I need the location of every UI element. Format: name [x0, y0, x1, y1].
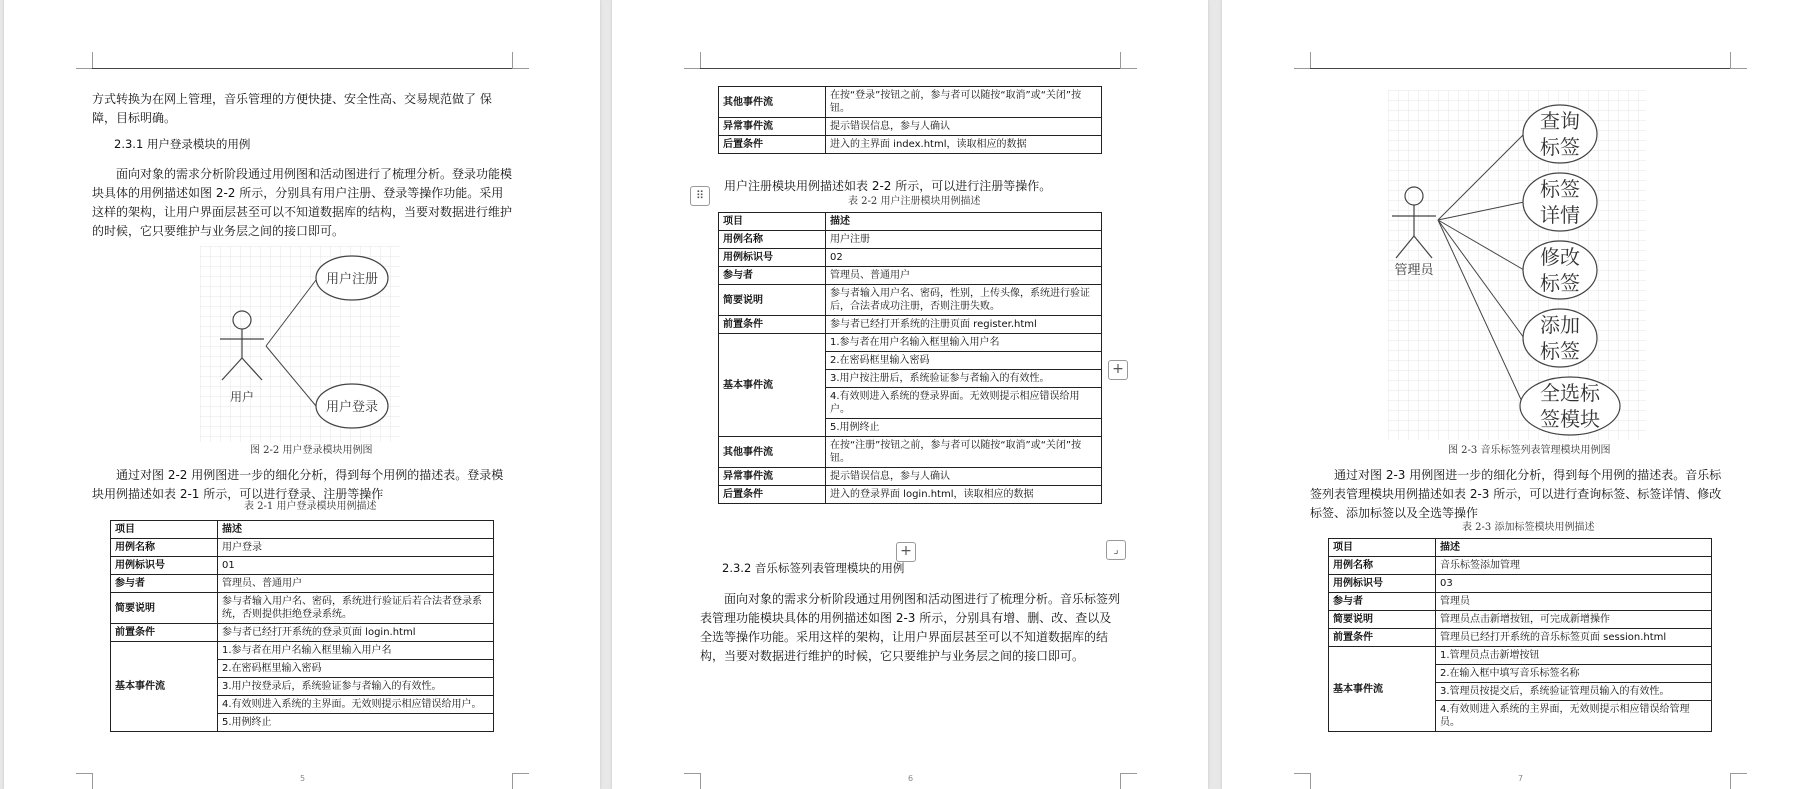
table-cell: 用例标识号: [111, 557, 218, 575]
margin-corner: [1120, 52, 1137, 69]
table-cell: 项目: [111, 521, 218, 539]
use-case-label: 用户注册: [325, 272, 379, 287]
paragraph: 面向对象的需求分析阶段通过用例图和活动图进行了梳理分析。登录功能模块具体的用例描述如图 2-2 所示，分别具有用户注册、登录等操作功能。采用这样的架构，让用户界面层甚至可以不知道数据库的结构，当要对数据进行维护的时候，它只要维护与业务层之间的接口即可。: [92, 167, 513, 238]
table-cell: 4.有效则进入系统的登录界面。无效则提示相应错误给用户。: [826, 388, 1102, 419]
page-number: 6: [908, 774, 914, 783]
document-page-2: [612, 0, 1208, 789]
table-cell: 异常事件流: [719, 468, 826, 486]
margin-corner: [1294, 773, 1311, 789]
use-case-label: 查询: [1540, 109, 1580, 133]
table-cell: 进入的登录界面 login.html，读取相应的数据: [826, 486, 1102, 504]
table-cell: 管理员已经打开系统的音乐标签页面 session.html: [1436, 629, 1712, 647]
table-cell: 进入的主界面 index.html，读取相应的数据: [826, 136, 1102, 154]
table-cell: 描述: [1436, 539, 1712, 557]
figure-caption: 图 2-2 用户登录模块用例图: [250, 445, 373, 456]
use-case-label: 标签: [1540, 339, 1580, 363]
table-cell: 4.有效则进入系统的主界面。无效则提示相应错误给用户。: [218, 696, 494, 714]
table-resize-handle[interactable]: ⌟: [1106, 540, 1126, 560]
table-cell: 管理员、普通用户: [218, 575, 494, 593]
page-number: 5: [300, 774, 306, 783]
table-cell: 基本事件流: [111, 642, 218, 732]
figure-caption: 图 2-3 音乐标签列表管理模块用例图: [1448, 445, 1611, 456]
document-page-3: [1222, 0, 1812, 789]
table-cell: 用例名称: [719, 231, 826, 249]
actor-label: 管理员: [1394, 263, 1434, 278]
paragraph: 用户注册模块用例描述如表 2-2 所示，可以进行注册等操作。: [724, 179, 1052, 193]
use-case-label: 标签: [1540, 177, 1580, 201]
header-rule: [700, 68, 1120, 69]
table-cell: 后置条件: [719, 486, 826, 504]
use-case-diagram: [1388, 90, 1646, 440]
table-cell: 在按“登录”按钮之前，参与者可以随按“取消”或“关闭”按钮。: [826, 87, 1102, 118]
margin-corner: [76, 52, 93, 69]
table-cell: 用户注册: [826, 231, 1102, 249]
table-cell: 用例标识号: [719, 249, 826, 267]
use-case-table: [718, 212, 1102, 504]
use-case-label: 用户登录: [325, 400, 379, 415]
use-case-label: 标签: [1540, 271, 1580, 295]
margin-corner: [684, 773, 701, 789]
table-cell: 简要说明: [719, 285, 826, 316]
table-cell: 管理员、普通用户: [826, 267, 1102, 285]
table-cell: 参与者: [1329, 593, 1436, 611]
actor-label: 用户: [229, 390, 255, 404]
table-cell: 前置条件: [111, 624, 218, 642]
table-cell: 参与者: [719, 267, 826, 285]
document-page-1: [4, 0, 600, 789]
table-cell: 2.在输入框中填写音乐标签名称: [1436, 665, 1712, 683]
table-cell: 1.参与者在用户名输入框里输入用户名: [826, 334, 1102, 352]
table-cell: 用例名称: [1329, 557, 1436, 575]
section-heading: 2.3.1 用户登录模块的用例: [114, 137, 251, 151]
table-cell: 管理员: [1436, 593, 1712, 611]
table-cell: 03: [1436, 575, 1712, 593]
table-cell: 其他事件流: [719, 437, 826, 468]
table-cell: 1.参与者在用户名输入框里输入用户名: [218, 642, 494, 660]
table-cell: 简要说明: [111, 593, 218, 624]
table-cell: 3.用户按注册后，系统验证参与者输入的有效性。: [826, 370, 1102, 388]
table-cell: 基本事件流: [719, 334, 826, 437]
table-caption: 表 2-3 添加标签模块用例描述: [1462, 522, 1595, 533]
insert-row-button[interactable]: +: [896, 542, 916, 562]
table-cell: 参与者: [111, 575, 218, 593]
use-case-label: 签模块: [1540, 407, 1600, 431]
table-cell: 前置条件: [1329, 629, 1436, 647]
table-cell: 02: [826, 249, 1102, 267]
margin-corner: [76, 773, 93, 789]
table-cell: 3.管理员按提交后，系统验证管理员输入的有效性。: [1436, 683, 1712, 701]
table-cell: 管理员点击新增按钮，可完成新增操作: [1436, 611, 1712, 629]
use-case-label: 添加: [1540, 313, 1580, 337]
table-cell: 3.用户按登录后，系统验证参与者输入的有效性。: [218, 678, 494, 696]
paragraph: 方式转换为在网上管理，音乐管理的方便快捷、安全性高、交易规范做了 保障，目标明确。: [92, 92, 492, 125]
table-cell: 描述: [218, 521, 494, 539]
header-rule: [1310, 68, 1730, 69]
table-cell: 音乐标签添加管理: [1436, 557, 1712, 575]
table-cell: 参与者输入用户名、密码，系统进行验证后若合法者登录系统，否则提供拒绝登录系统。: [218, 593, 494, 624]
use-case-label: 详情: [1540, 203, 1580, 227]
section-heading: 2.3.2 音乐标签列表管理模块的用例: [722, 561, 905, 575]
table-cell: 提示错误信息，参与人确认: [826, 118, 1102, 136]
table-caption: 表 2-1 用户登录模块用例描述: [244, 501, 377, 512]
table-cell: 2.在密码框里输入密码: [218, 660, 494, 678]
use-case-label: 修改: [1540, 245, 1580, 269]
table-cell: 项目: [1329, 539, 1436, 557]
table-cell: 项目: [719, 213, 826, 231]
use-case-label: 标签: [1540, 135, 1580, 159]
paragraph: 通过对图 2-2 用例图进一步的细化分析，得到每个用例的描述表。登录模块用例描述如表 2-1 所示，可以进行登录、注册等操作: [92, 468, 504, 501]
margin-corner: [1730, 773, 1747, 789]
table-cell: 后置条件: [719, 136, 826, 154]
table-cell: 提示错误信息，参与人确认: [826, 468, 1102, 486]
table-cell: 用例名称: [111, 539, 218, 557]
table-drag-handle[interactable]: ⠿: [690, 186, 710, 206]
table-cell: 其他事件流: [719, 87, 826, 118]
table-cell: 描述: [826, 213, 1102, 231]
paragraph: 通过对图 2-3 用例图进一步的细化分析，得到每个用例的描述表。音乐标签列表管理模块用例描述如表 2-3 所示，可以进行查询标签、标签详情、修改标签、添加标签以及全选等操作: [1310, 468, 1722, 520]
use-case-label: 全选标: [1540, 381, 1600, 405]
table-cell: 4.有效则进入系统的主界面，无效则提示相应错误给管理员。: [1436, 701, 1712, 732]
table-cell: 参与者已经打开系统的注册页面 register.html: [826, 316, 1102, 334]
insert-column-button[interactable]: +: [1108, 360, 1128, 380]
table-cell: 异常事件流: [719, 118, 826, 136]
table-cell: 前置条件: [719, 316, 826, 334]
table-cell: 1.管理员点击新增按钮: [1436, 647, 1712, 665]
use-case-table: [110, 520, 494, 732]
table-cell: 用例标识号: [1329, 575, 1436, 593]
margin-corner: [512, 52, 529, 69]
margin-corner: [684, 52, 701, 69]
use-case-table: [1328, 538, 1712, 732]
margin-corner: [512, 773, 529, 789]
table-caption: 表 2-2 用户注册模块用例描述: [848, 196, 981, 207]
table-cell: 简要说明: [1329, 611, 1436, 629]
header-rule: [92, 68, 512, 69]
paragraph: 面向对象的需求分析阶段通过用例图和活动图进行了梳理分析。音乐标签列表管理功能模块具体的用例描述如图 2-3 所示，分别具有增、删、改、查以及全选等操作功能。采用这样的架构，让用户界面层甚至可以不知道数据库的结构，当要对数据进行维护的时候，它只要维护与业务层之间的接口即可。: [700, 592, 1121, 663]
table-cell: 用户登录: [218, 539, 494, 557]
table-cell: 参与者输入用户名、密码，性别，上传头像，系统进行验证后，合法者成功注册，否则注册失败。: [826, 285, 1102, 316]
table-cell: 参与者已经打开系统的登录页面 login.html: [218, 624, 494, 642]
table-cell: 5.用例终止: [826, 419, 1102, 437]
use-case-diagram: [200, 246, 400, 442]
table-cell: 01: [218, 557, 494, 575]
margin-corner: [1120, 773, 1137, 789]
margin-corner: [1294, 52, 1311, 69]
table-cell: 2.在密码框里输入密码: [826, 352, 1102, 370]
table-cell: 在按“注册”按钮之前，参与者可以随按“取消”或“关闭”按钮。: [826, 437, 1102, 468]
margin-corner: [1730, 52, 1747, 69]
use-case-table-continued: [718, 86, 1102, 154]
table-cell: 基本事件流: [1329, 647, 1436, 732]
page-number: 7: [1518, 774, 1524, 783]
table-cell: 5.用例终止: [218, 714, 494, 732]
